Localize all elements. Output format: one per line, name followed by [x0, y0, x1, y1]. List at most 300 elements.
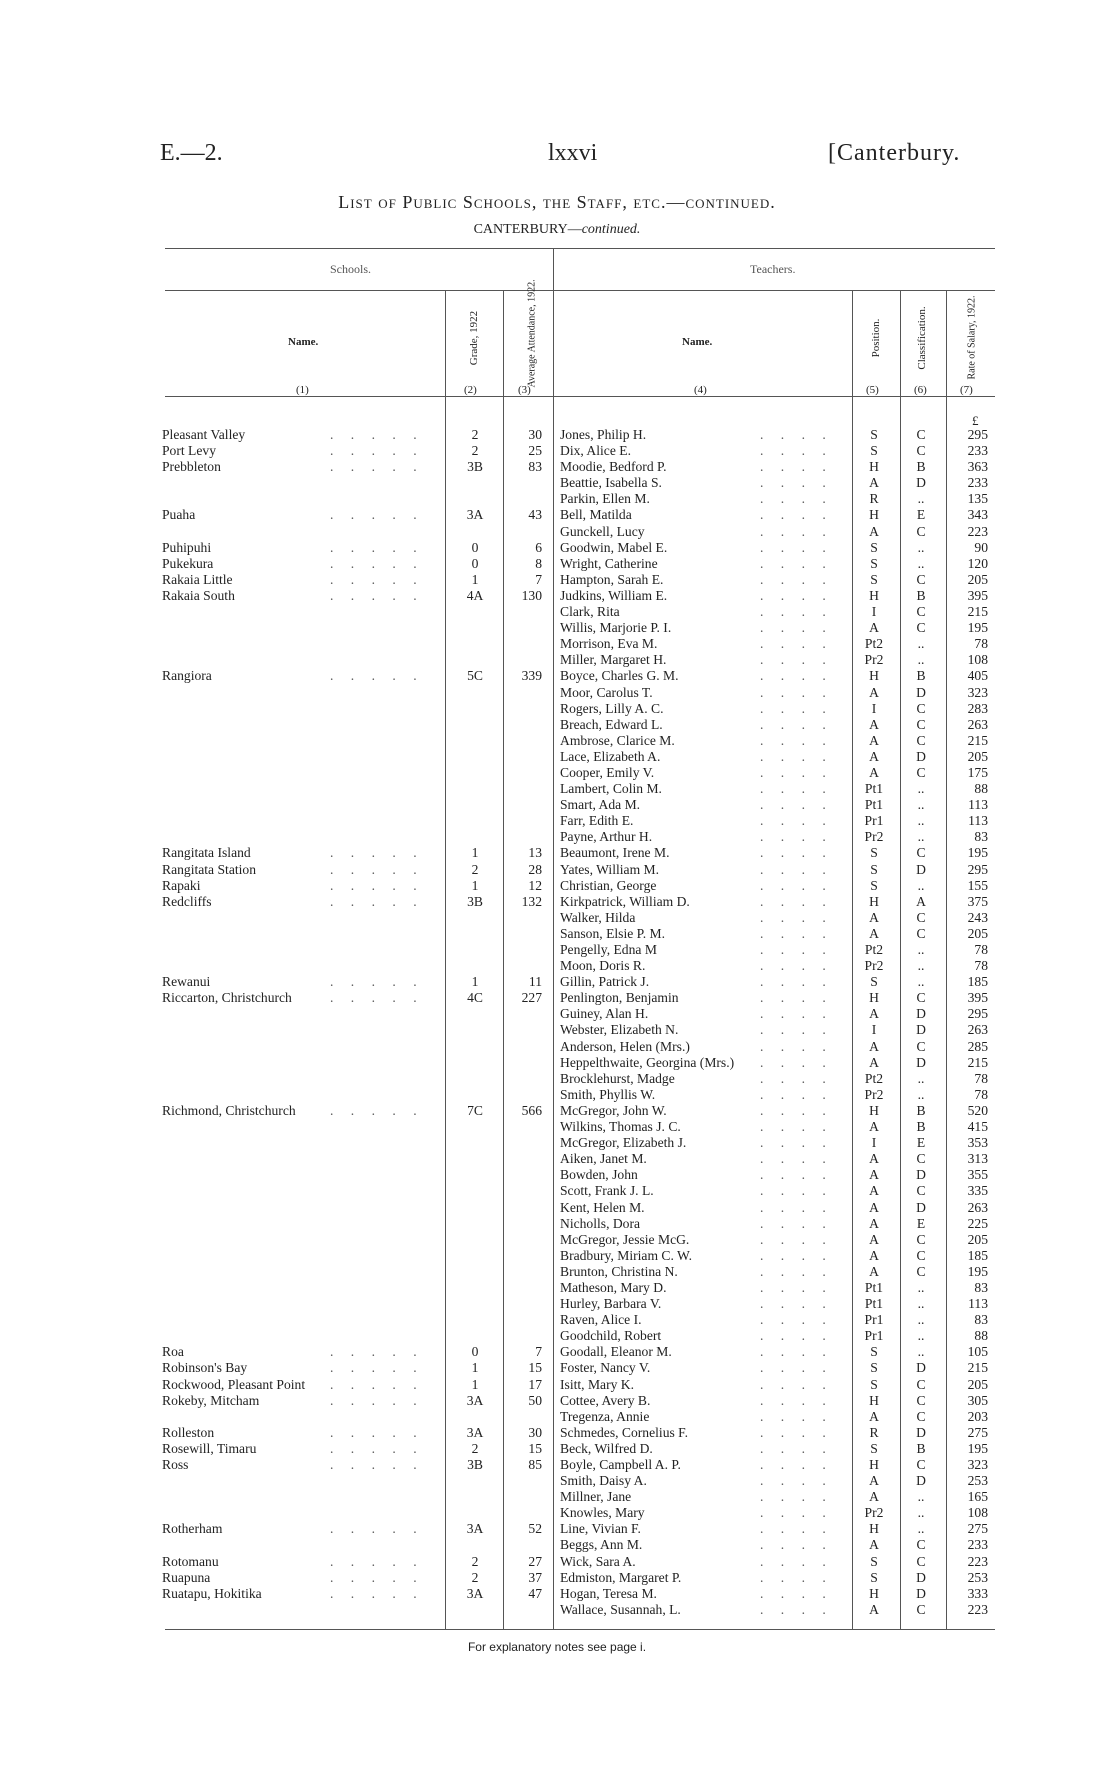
table-row: [0, 1039, 1114, 1055]
leader-dots: . . . .: [760, 1473, 833, 1489]
page-number: lxxvi: [548, 140, 598, 166]
table-row: [0, 974, 1114, 990]
school-name: Rolleston: [162, 1424, 215, 1440]
table-row: [0, 910, 1114, 926]
table-row: [0, 1489, 1114, 1505]
school-name: Rangiora: [162, 668, 212, 684]
col-teacher-name: Name.: [682, 336, 713, 348]
leader-dots: . . . .: [760, 1601, 833, 1617]
teacher-position: H: [869, 668, 879, 684]
teacher-salary: 205: [967, 1231, 988, 1247]
leader-dots: . . . .: [760, 829, 833, 845]
teacher-classification: C: [916, 716, 926, 732]
teacher-position: I: [871, 700, 877, 716]
school-attendance: 30: [528, 1424, 542, 1440]
teacher-position: Pr1: [864, 813, 884, 829]
teacher-classification: C: [916, 604, 926, 620]
teacher-classification: C: [916, 1376, 926, 1392]
leader-dots: . . . .: [760, 748, 833, 764]
school-name: Rakaia South: [162, 587, 235, 603]
teacher-position: A: [869, 1167, 879, 1183]
col-school-name: Name.: [288, 336, 319, 348]
leader-dots: . . . .: [760, 475, 833, 491]
teacher-classification: C: [916, 925, 926, 941]
table-row: [0, 1167, 1114, 1183]
teacher-position: S: [870, 974, 878, 990]
teacher-position: Pt1: [864, 797, 884, 813]
leader-dots: . . . .: [760, 507, 833, 523]
teacher-name: Goodall, Eleanor M.: [560, 1344, 672, 1360]
leader-dots: . . . .: [760, 909, 833, 925]
teacher-position: A: [869, 909, 879, 925]
school-name: Rotomanu: [162, 1553, 219, 1569]
col-number: (3): [518, 384, 531, 396]
teacher-salary: 108: [967, 652, 988, 668]
leader-dots: . . . .: [760, 1312, 833, 1328]
table-row: [0, 797, 1114, 813]
school-attendance: 28: [528, 861, 542, 877]
leader-dots: . . . . .: [330, 1440, 424, 1456]
table-row: [0, 620, 1114, 636]
teacher-classification: B: [916, 1440, 926, 1456]
teacher-name: Wick, Sara A.: [560, 1553, 636, 1569]
school-name: Rangitata Station: [162, 861, 257, 877]
leader-dots: . . . .: [760, 958, 833, 974]
leader-dots: . . . . .: [330, 1102, 424, 1118]
teacher-salary: 78: [974, 958, 988, 974]
teacher-position: A: [869, 764, 879, 780]
teacher-classification: C: [916, 845, 926, 861]
teacher-position: Pr2: [864, 829, 884, 845]
teacher-position: Pr2: [864, 1505, 884, 1521]
leader-dots: . . . .: [760, 1199, 833, 1215]
table-row: [0, 717, 1114, 733]
teacher-classification: ..: [917, 652, 925, 668]
teacher-classification: C: [916, 1247, 926, 1263]
leader-dots: . . . .: [760, 1167, 833, 1183]
teacher-name: Brunton, Christina N.: [560, 1263, 678, 1279]
table-row: [0, 1022, 1114, 1038]
teacher-position: I: [871, 1022, 877, 1038]
leader-dots: . . . .: [760, 942, 833, 957]
teacher-classification: ..: [917, 636, 925, 652]
teacher-name: Ambrose, Clarice M.: [560, 732, 675, 748]
teacher-name: Penlington, Benjamin: [560, 990, 679, 1006]
leader-dots: . . . . .: [330, 555, 424, 571]
leader-dots: . . . .: [760, 1408, 833, 1424]
table-row: [0, 942, 1114, 958]
school-grade: 3B: [467, 459, 483, 475]
teacher-salary: 375: [967, 893, 988, 909]
teacher-salary: 135: [967, 491, 988, 507]
teacher-name: Line, Vivian F.: [560, 1521, 641, 1537]
teacher-name: Hampton, Sarah E.: [560, 571, 664, 587]
leader-dots: . . . .: [760, 1424, 833, 1440]
school-attendance: 52: [528, 1521, 542, 1537]
teacher-classification: D: [916, 1167, 926, 1183]
table-row: [0, 604, 1114, 620]
teacher-classification: C: [916, 1231, 926, 1247]
teacher-salary: 343: [967, 507, 988, 523]
teacher-name: McGregor, John W.: [560, 1102, 667, 1118]
teacher-name: Beck, Wilfred D.: [560, 1440, 653, 1456]
teacher-salary: 233: [967, 1537, 988, 1553]
school-attendance: 227: [521, 990, 542, 1006]
leader-dots: . . . .: [760, 523, 833, 539]
table-row: [0, 540, 1114, 556]
teacher-classification: C: [916, 1263, 926, 1279]
staff-table-body: [0, 427, 1114, 1618]
school-grade: 1: [471, 571, 479, 587]
table-row: [0, 1377, 1114, 1393]
col-number: (7): [960, 384, 973, 396]
leader-dots: . . . .: [760, 1585, 833, 1601]
teacher-position: A: [869, 748, 879, 764]
teacher-salary: 83: [974, 829, 988, 845]
leader-dots: . . . .: [760, 1022, 833, 1038]
school-grade: 1: [471, 974, 479, 990]
table-row: [0, 1151, 1114, 1167]
teacher-name: Farr, Edith E.: [560, 813, 634, 829]
school-grade: 3A: [466, 507, 484, 523]
leader-dots: . . . .: [760, 732, 833, 748]
leader-dots: . . . .: [760, 1070, 833, 1086]
table-row: [0, 1586, 1114, 1602]
teacher-position: Pt2: [864, 636, 884, 652]
leader-dots: . . . .: [760, 587, 833, 603]
teacher-classification: C: [916, 732, 926, 748]
teacher-name: Foster, Nancy V.: [560, 1360, 651, 1376]
school-attendance: 27: [528, 1553, 542, 1569]
teacher-position: A: [869, 475, 879, 491]
table-row: [0, 1537, 1114, 1553]
col-position: Position.: [870, 318, 882, 358]
teacher-salary: 120: [967, 555, 988, 571]
teacher-name: McGregor, Elizabeth J.: [560, 1135, 687, 1151]
leader-dots: . . . . .: [330, 443, 424, 459]
teacher-name: Smart, Ada M.: [560, 797, 641, 813]
teacher-salary: 185: [967, 974, 988, 990]
teacher-classification: ..: [917, 877, 925, 893]
leader-dots: . . . .: [760, 861, 833, 877]
teacher-name: Heppelthwaite, Georgina (Mrs.): [560, 1054, 735, 1070]
group-schools: Schools.: [330, 262, 372, 276]
table-row: [0, 427, 1114, 443]
teacher-name: Isitt, Mary K.: [560, 1376, 635, 1392]
table-row: [0, 1570, 1114, 1586]
teacher-position: A: [869, 684, 879, 700]
teacher-classification: D: [916, 1473, 926, 1489]
teacher-salary: 263: [967, 716, 988, 732]
school-grade: 0: [471, 1344, 479, 1360]
teacher-name: Yates, William M.: [560, 861, 660, 877]
teacher-salary: 83: [974, 1312, 988, 1328]
leader-dots: . . . . .: [330, 1553, 424, 1569]
school-grade: 2: [471, 443, 479, 459]
teacher-salary: 223: [967, 1553, 988, 1569]
teacher-name: Judkins, William E.: [560, 587, 668, 603]
table-row: [0, 1296, 1114, 1312]
teacher-salary: 305: [967, 1392, 988, 1408]
teacher-name: Goodchild, Robert: [560, 1328, 662, 1344]
table-row: [0, 1119, 1114, 1135]
teacher-name: Lace, Elizabeth A.: [560, 748, 661, 764]
teacher-position: A: [869, 1119, 879, 1135]
teacher-name: Brocklehurst, Madge: [560, 1070, 675, 1086]
teacher-classification: D: [916, 1360, 926, 1376]
school-attendance: 43: [528, 507, 542, 523]
teacher-name: Millner, Jane: [560, 1489, 632, 1505]
teacher-position: A: [869, 1006, 879, 1022]
teacher-name: Parkin, Ellen M.: [560, 491, 650, 507]
teacher-classification: A: [916, 893, 926, 909]
leader-dots: . . . . .: [330, 845, 424, 861]
leader-dots: . . . .: [760, 539, 833, 555]
teacher-name: Kirkpatrick, William D.: [560, 893, 690, 909]
teacher-position: A: [869, 1231, 879, 1247]
school-name: Riccarton, Christchurch: [162, 990, 292, 1006]
school-grade: 1: [471, 1360, 479, 1376]
teacher-classification: B: [916, 1119, 926, 1135]
leader-dots: . . . .: [760, 1038, 833, 1054]
teacher-name: Bradbury, Miriam C. W.: [560, 1247, 693, 1263]
leader-dots: . . . .: [760, 877, 833, 893]
teacher-position: A: [869, 1038, 879, 1054]
teacher-classification: C: [916, 909, 926, 925]
teacher-classification: ..: [917, 974, 925, 990]
school-name: Ruapuna: [162, 1569, 211, 1585]
teacher-position: S: [870, 443, 878, 459]
school-attendance: 7: [535, 571, 542, 587]
school-attendance: 13: [528, 845, 542, 861]
leader-dots: . . . .: [760, 1505, 833, 1521]
teacher-salary: 313: [967, 1151, 988, 1167]
teacher-name: McGregor, Jessie McG.: [560, 1231, 690, 1247]
teacher-salary: 253: [967, 1473, 988, 1489]
leader-dots: . . . .: [760, 1392, 833, 1408]
table-row: [0, 1602, 1114, 1618]
teacher-classification: ..: [917, 539, 925, 555]
teacher-name: Cooper, Emily V.: [560, 764, 655, 780]
teacher-classification: B: [916, 1102, 926, 1118]
teacher-name: Wright, Catherine: [560, 555, 658, 571]
table-row: [0, 1409, 1114, 1425]
teacher-salary: 275: [967, 1521, 988, 1537]
col-classification: Classification.: [916, 306, 928, 370]
teacher-name: Guiney, Alan H.: [560, 1006, 649, 1022]
teacher-position: R: [869, 1424, 879, 1440]
teacher-classification: C: [916, 1408, 926, 1424]
teacher-position: A: [869, 1537, 879, 1553]
teacher-position: S: [870, 877, 878, 893]
teacher-position: A: [869, 1263, 879, 1279]
teacher-classification: C: [916, 1038, 926, 1054]
teacher-classification: D: [916, 1054, 926, 1070]
teacher-position: S: [870, 555, 878, 571]
teacher-classification: C: [916, 427, 926, 442]
leader-dots: . . . . .: [330, 507, 424, 523]
leader-dots: . . . .: [760, 571, 833, 587]
leader-dots: . . . .: [760, 652, 833, 668]
leader-dots: . . . .: [760, 1521, 833, 1537]
teacher-position: Pr2: [864, 958, 884, 974]
teacher-salary: 295: [967, 427, 988, 442]
leader-dots: . . . .: [760, 620, 833, 636]
teacher-position: A: [869, 1247, 879, 1263]
teacher-position: Pt1: [864, 1296, 884, 1312]
teacher-salary: 108: [967, 1505, 988, 1521]
school-grade: 2: [471, 861, 479, 877]
table-row: [0, 749, 1114, 765]
school-grade: 0: [471, 539, 479, 555]
teacher-name: Matheson, Mary D.: [560, 1279, 667, 1295]
teacher-salary: 105: [967, 1344, 988, 1360]
leader-dots: . . . .: [760, 716, 833, 732]
teacher-salary: 78: [974, 1070, 988, 1086]
table-row: [0, 1425, 1114, 1441]
school-grade: 0: [471, 555, 479, 571]
leader-dots: . . . . .: [330, 893, 424, 909]
teacher-classification: B: [916, 587, 926, 603]
leader-dots: . . . . .: [330, 1376, 424, 1392]
school-name: Prebbleton: [162, 459, 221, 475]
teacher-salary: 195: [967, 1440, 988, 1456]
teacher-position: Pr1: [864, 1328, 884, 1344]
teacher-position: S: [870, 427, 878, 442]
teacher-classification: C: [916, 990, 926, 1006]
teacher-salary: 113: [968, 797, 988, 813]
teacher-name: Gunckell, Lucy: [560, 523, 645, 539]
leader-dots: . . . .: [760, 1489, 833, 1505]
teacher-classification: ..: [917, 942, 925, 957]
table-row: [0, 1216, 1114, 1232]
col-number: (5): [866, 384, 879, 396]
teacher-classification: C: [916, 1151, 926, 1167]
table-row: [0, 1505, 1114, 1521]
school-name: Rewanui: [162, 974, 211, 990]
leader-dots: . . . .: [760, 1215, 833, 1231]
leader-dots: . . . .: [760, 1553, 833, 1569]
teacher-position: H: [869, 1457, 879, 1472]
teacher-classification: D: [916, 1022, 926, 1038]
table-row: [0, 1441, 1114, 1457]
teacher-classification: ..: [917, 1312, 925, 1328]
teacher-salary: 165: [967, 1489, 988, 1505]
table-row: [0, 701, 1114, 717]
teacher-classification: C: [916, 443, 926, 459]
school-name: Redcliffs: [162, 893, 212, 909]
teacher-salary: 195: [967, 1263, 988, 1279]
table-row: [0, 1521, 1114, 1537]
teacher-name: Pengelly, Edna M: [560, 942, 657, 957]
school-grade: 7C: [467, 1102, 483, 1118]
teacher-salary: 275: [967, 1424, 988, 1440]
teacher-classification: ..: [917, 797, 925, 813]
leader-dots: . . . . .: [330, 539, 424, 555]
table-row: [0, 1393, 1114, 1409]
leader-dots: . . . . .: [330, 459, 424, 475]
leader-dots: . . . .: [760, 1135, 833, 1151]
teacher-salary: 233: [967, 475, 988, 491]
teacher-position: A: [869, 1183, 879, 1199]
teacher-name: Beaumont, Irene M.: [560, 845, 670, 861]
school-grade: 2: [471, 1569, 479, 1585]
teacher-classification: ..: [917, 1279, 925, 1295]
teacher-position: A: [869, 620, 879, 636]
leader-dots: . . . .: [760, 990, 833, 1006]
school-name: Rotherham: [162, 1521, 223, 1537]
teacher-position: A: [869, 1199, 879, 1215]
leader-dots: . . . .: [760, 845, 833, 861]
school-attendance: 339: [521, 668, 542, 684]
school-name: Ruatapu, Hokitika: [162, 1585, 262, 1601]
header-rule: [165, 396, 995, 397]
teacher-position: Pr2: [864, 652, 884, 668]
teacher-classification: ..: [917, 555, 925, 571]
region-header: [Canterbury.: [828, 140, 961, 166]
teacher-position: S: [870, 1344, 878, 1360]
school-grade: 1: [471, 877, 479, 893]
teacher-classification: ..: [917, 781, 925, 797]
teacher-name: Nicholls, Dora: [560, 1215, 641, 1231]
leader-dots: . . . . .: [330, 1457, 424, 1472]
school-attendance: 11: [528, 974, 542, 990]
leader-dots: . . . .: [760, 1119, 833, 1135]
table-row: [0, 733, 1114, 749]
teacher-classification: D: [916, 1006, 926, 1022]
teacher-classification: D: [916, 1585, 926, 1601]
table-row: [0, 1248, 1114, 1264]
teacher-classification: C: [916, 1392, 926, 1408]
table-bottom-rule: [165, 1629, 995, 1630]
col-number: (6): [914, 384, 927, 396]
teacher-salary: 520: [967, 1102, 988, 1118]
leader-dots: . . . .: [760, 1537, 833, 1553]
teacher-name: Beattie, Isabella S.: [560, 475, 662, 491]
teacher-position: A: [869, 1408, 879, 1424]
teacher-position: H: [869, 507, 879, 523]
school-attendance: 6: [535, 539, 542, 555]
teacher-position: A: [869, 1054, 879, 1070]
teacher-classification: ..: [917, 491, 925, 507]
teacher-name: Knowles, Mary: [560, 1505, 645, 1521]
teacher-position: A: [869, 732, 879, 748]
teacher-name: Rogers, Lilly A. C.: [560, 700, 664, 716]
table-row: [0, 475, 1114, 491]
teacher-classification: ..: [917, 1070, 925, 1086]
teacher-name: Beggs, Ann M.: [560, 1537, 643, 1553]
teacher-name: Anderson, Helen (Mrs.): [560, 1038, 690, 1054]
table-row: [0, 1280, 1114, 1296]
school-grade: 3B: [467, 1457, 483, 1472]
table-row: [0, 1554, 1114, 1570]
teacher-position: Pt2: [864, 1070, 884, 1086]
teacher-position: I: [871, 604, 877, 620]
leader-dots: . . . .: [760, 1151, 833, 1167]
teacher-salary: 215: [967, 604, 988, 620]
teacher-name: Christian, George: [560, 877, 657, 893]
teacher-name: Moodie, Bedford P.: [560, 459, 667, 475]
leader-dots: . . . .: [760, 974, 833, 990]
leader-dots: . . . .: [760, 1247, 833, 1263]
currency-symbol: £: [972, 413, 979, 428]
table-row: [0, 524, 1114, 540]
school-attendance: 17: [528, 1376, 542, 1392]
teacher-classification: D: [916, 684, 926, 700]
school-attendance: 15: [528, 1440, 542, 1456]
school-attendance: 15: [528, 1360, 542, 1376]
teacher-name: Jones, Philip H.: [560, 427, 647, 442]
